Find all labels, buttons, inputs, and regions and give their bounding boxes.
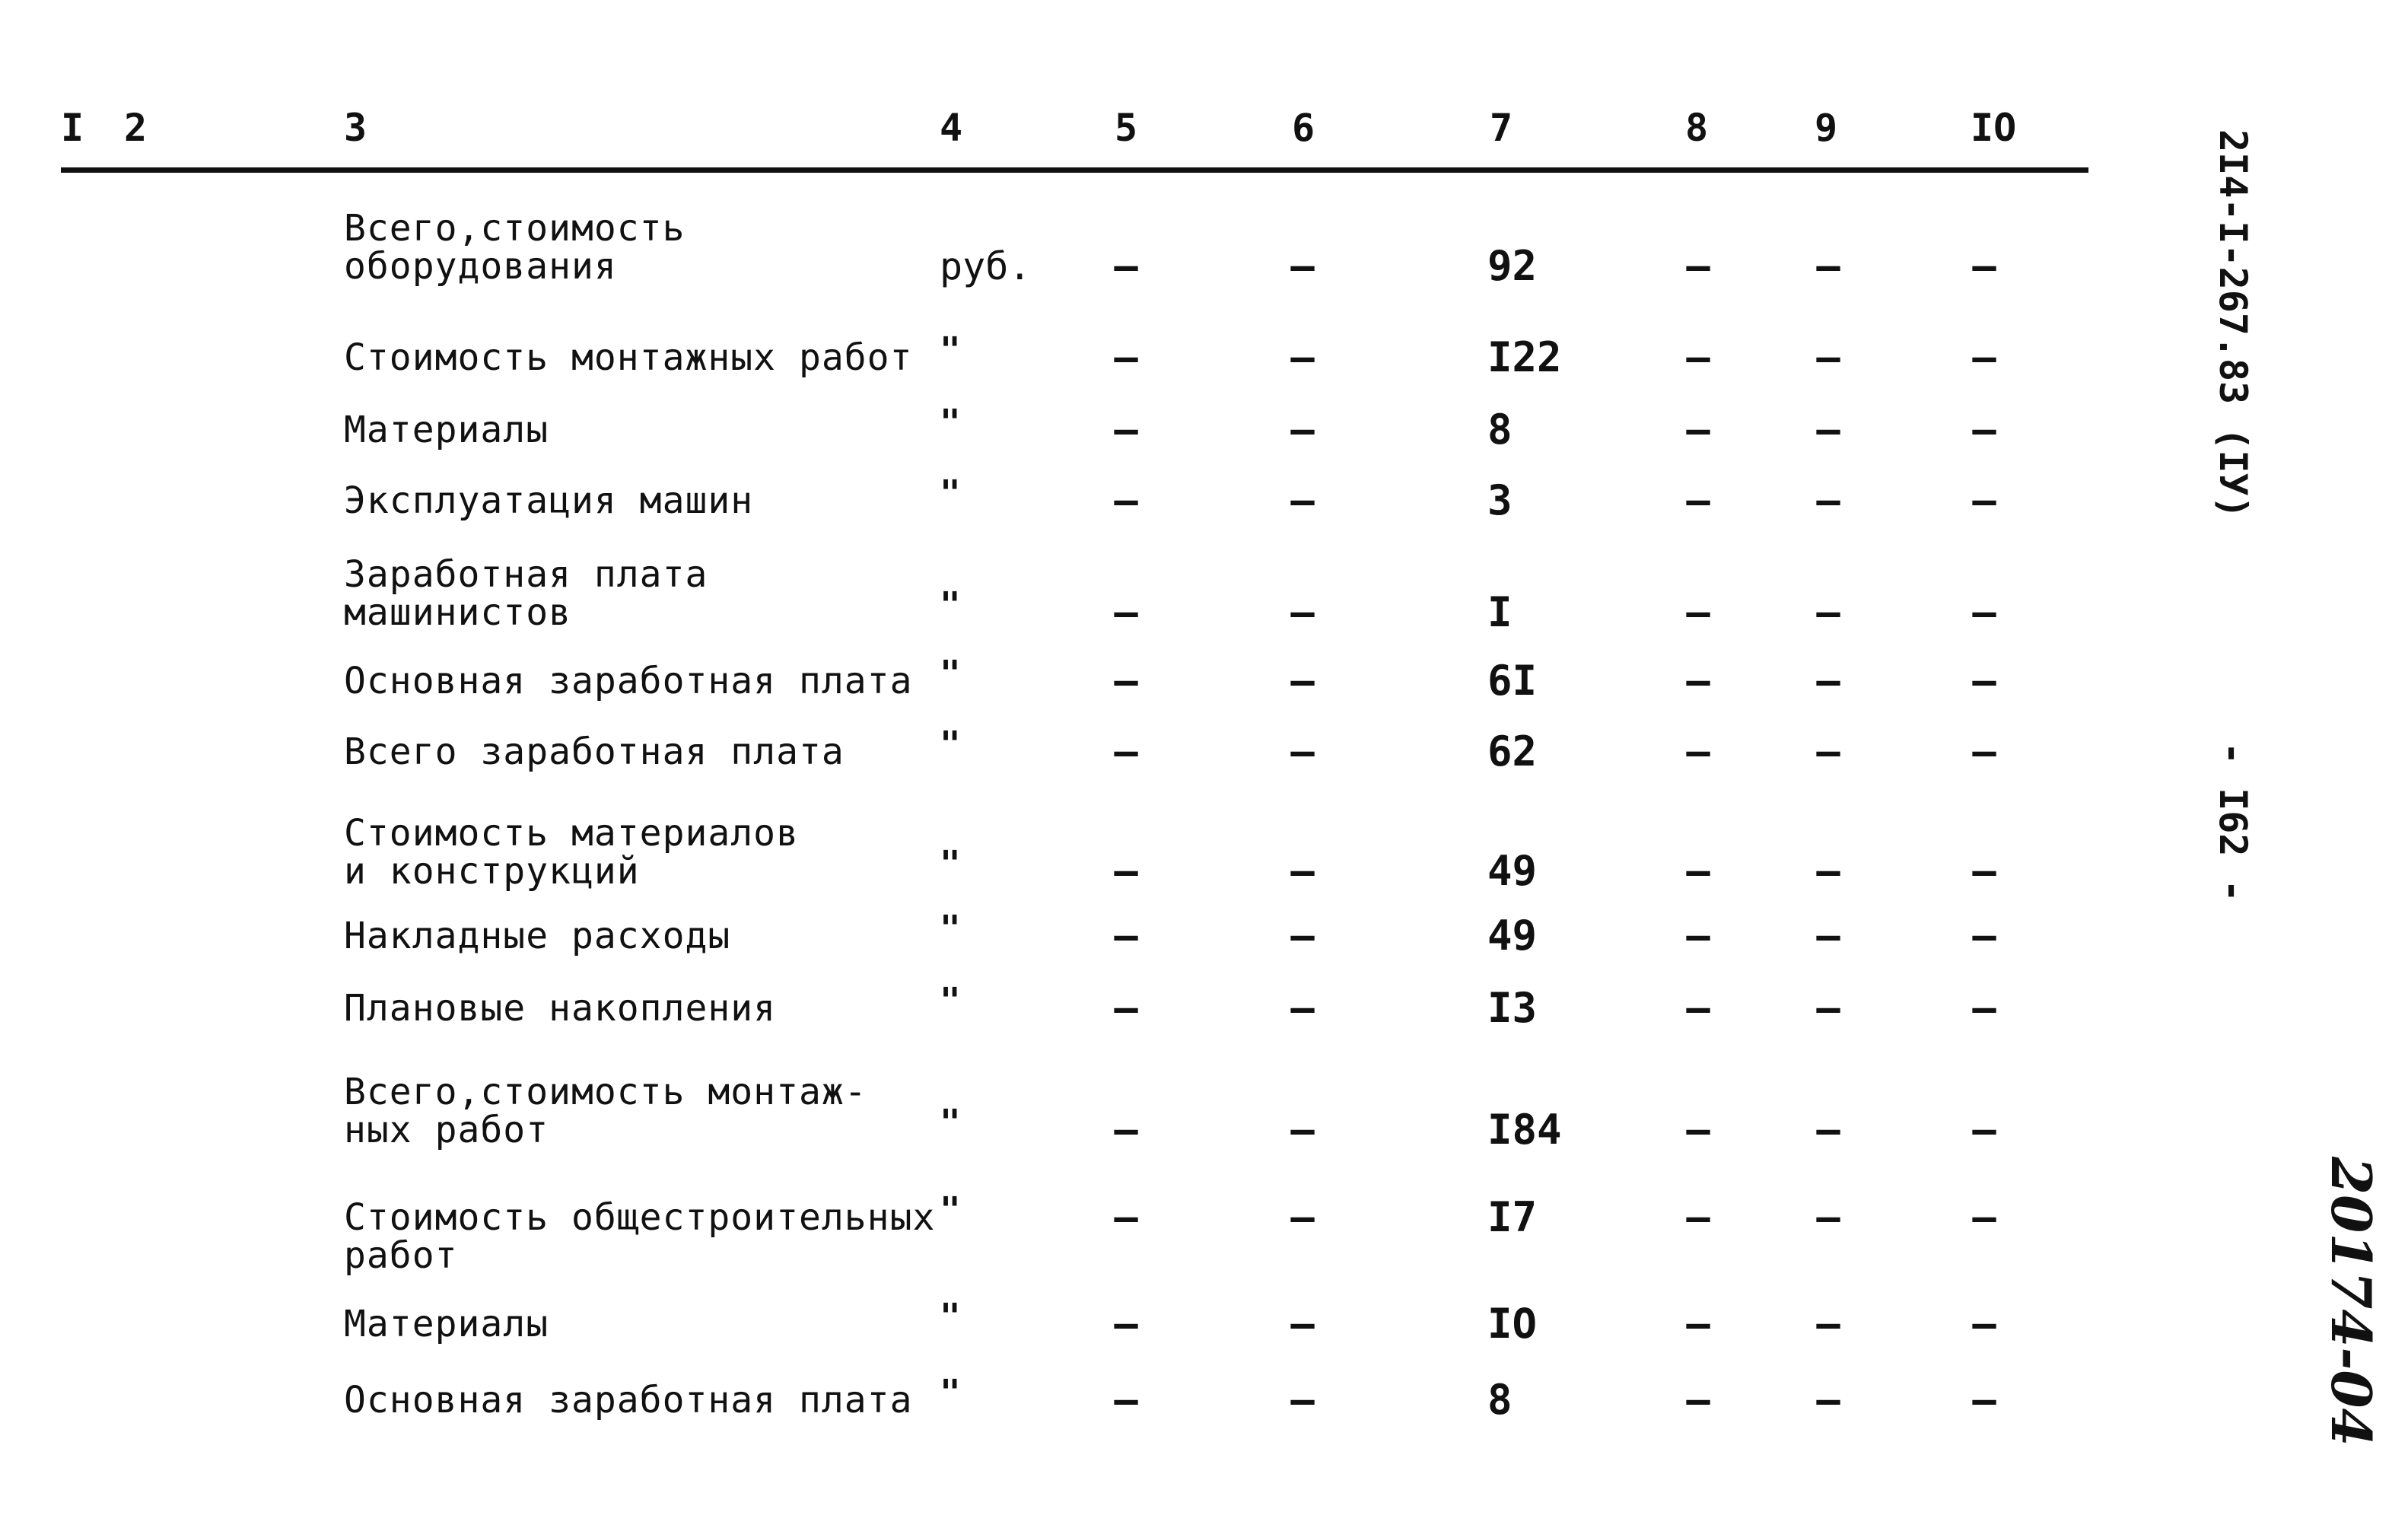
document-code: 2I4-I-267.83 (IУ) — [2211, 129, 2255, 519]
row-description: Заработная плата машинистов — [344, 553, 708, 634]
row-cell-col10: – — [1972, 590, 1996, 635]
row-cell-col8: – — [1686, 244, 1710, 289]
row-cell-col6: – — [1290, 913, 1315, 959]
row-cell-col9: – — [1816, 1195, 1840, 1240]
row-cell-col10: – — [1972, 1107, 1996, 1153]
row-value-col7: 3 — [1487, 476, 1513, 524]
row-cell-col9: – — [1816, 658, 1840, 704]
handwritten-stamp: 20174-04 — [2319, 1157, 2384, 1447]
row-cell-col9: – — [1816, 985, 1840, 1031]
column-header-1: I — [61, 106, 84, 150]
row-unit: " — [940, 584, 961, 626]
column-header-10: IO — [1971, 106, 2017, 150]
row-cell-col6: – — [1290, 244, 1315, 289]
row-cell-col9: – — [1816, 478, 1840, 524]
row-cell-col8: – — [1686, 1301, 1710, 1347]
row-value-col7: 6I — [1487, 657, 1538, 705]
row-cell-col6: – — [1290, 1107, 1315, 1153]
row-description: Стоимость общестроительных работ — [344, 1196, 936, 1277]
row-value-col7: I22 — [1487, 333, 1562, 381]
column-header-3: 3 — [344, 106, 367, 150]
row-cell-col8: – — [1686, 1107, 1710, 1153]
row-value-col7: I3 — [1487, 984, 1538, 1032]
row-cell-col6: – — [1290, 1301, 1315, 1347]
row-cell-col5: – — [1114, 848, 1138, 894]
row-cell-col8: – — [1686, 590, 1710, 635]
row-unit: " — [940, 843, 961, 884]
row-cell-col8: – — [1686, 335, 1710, 380]
column-header-8: 8 — [1685, 106, 1709, 150]
row-cell-col10: – — [1972, 729, 1996, 775]
column-header-7: 7 — [1490, 106, 1513, 150]
row-description: Стоимость материалов и конструкций — [344, 812, 799, 893]
row-description: Плановые накопления — [344, 987, 777, 1030]
row-cell-col8: – — [1686, 1377, 1710, 1423]
row-unit: " — [940, 402, 961, 443]
row-description: Основная заработная плата — [344, 1379, 913, 1421]
row-cell-col6: – — [1290, 1195, 1315, 1240]
row-value-col7: 8 — [1487, 406, 1513, 454]
row-value-col7: 8 — [1487, 1376, 1513, 1424]
row-unit: " — [940, 1189, 961, 1230]
column-header-2: 2 — [124, 106, 148, 150]
row-cell-col6: – — [1290, 1377, 1315, 1423]
row-description: Материалы — [344, 1303, 549, 1345]
row-cell-col9: – — [1816, 1377, 1840, 1423]
row-unit: " — [940, 1372, 961, 1413]
row-cell-col8: – — [1686, 729, 1710, 775]
row-unit: " — [940, 1102, 961, 1143]
row-unit: " — [940, 980, 961, 1021]
row-description: Всего,стоимость обоpудования — [344, 207, 686, 288]
row-cell-col9: – — [1816, 1301, 1840, 1347]
row-cell-col8: – — [1686, 658, 1710, 704]
row-unit: " — [940, 329, 961, 371]
row-description: Материалы — [344, 409, 549, 451]
row-cell-col5: – — [1114, 244, 1138, 289]
row-cell-col5: – — [1114, 658, 1138, 704]
row-cell-col10: – — [1972, 985, 1996, 1031]
row-cell-col10: – — [1972, 1377, 1996, 1423]
row-value-col7: I7 — [1487, 1193, 1538, 1241]
row-cell-col6: – — [1290, 729, 1315, 775]
row-cell-col6: – — [1290, 478, 1315, 524]
row-cell-col10: – — [1972, 335, 1996, 380]
row-cell-col9: – — [1816, 335, 1840, 380]
row-cell-col6: – — [1290, 335, 1315, 380]
row-description: Накладные расходы — [344, 915, 731, 957]
row-cell-col8: – — [1686, 407, 1710, 453]
row-cell-col10: – — [1972, 1301, 1996, 1347]
row-cell-col5: – — [1114, 590, 1138, 635]
row-cell-col5: – — [1114, 729, 1138, 775]
row-cell-col5: – — [1114, 913, 1138, 959]
row-cell-col5: – — [1114, 335, 1138, 380]
row-cell-col5: – — [1114, 478, 1138, 524]
row-description: Всего,стоимость монтаж- ных работ — [344, 1071, 867, 1151]
row-value-col7: I — [1487, 588, 1513, 636]
row-cell-col8: – — [1686, 913, 1710, 959]
row-value-col7: 49 — [1487, 847, 1538, 895]
row-cell-col10: – — [1972, 407, 1996, 453]
row-value-col7: IO — [1487, 1300, 1538, 1348]
row-cell-col5: – — [1114, 1377, 1138, 1423]
column-header-9: 9 — [1815, 106, 1838, 150]
row-unit: " — [940, 473, 961, 514]
row-cell-col6: – — [1290, 848, 1315, 894]
row-value-col7: I84 — [1487, 1106, 1562, 1154]
row-cell-col5: – — [1114, 407, 1138, 453]
column-header-4: 4 — [940, 106, 963, 150]
row-unit: " — [940, 1296, 961, 1337]
row-cell-col5: – — [1114, 1107, 1138, 1153]
row-value-col7: 62 — [1487, 727, 1538, 775]
row-cell-col9: – — [1816, 729, 1840, 775]
row-cell-col10: – — [1972, 244, 1996, 289]
row-cell-col8: – — [1686, 478, 1710, 524]
row-cell-col6: – — [1290, 590, 1315, 635]
row-cell-col9: – — [1816, 848, 1840, 894]
row-value-col7: 92 — [1487, 242, 1538, 290]
row-cell-col5: – — [1114, 985, 1138, 1031]
row-cell-col8: – — [1686, 1195, 1710, 1240]
row-unit: " — [940, 653, 961, 694]
row-cell-col5: – — [1114, 1301, 1138, 1347]
row-cell-col10: – — [1972, 913, 1996, 959]
column-header-5: 5 — [1115, 106, 1138, 150]
row-cell-col6: – — [1290, 985, 1315, 1031]
row-cell-col5: – — [1114, 1195, 1138, 1240]
row-cell-col9: – — [1816, 913, 1840, 959]
row-cell-col8: – — [1686, 985, 1710, 1031]
row-description: Эксплуатация машин — [344, 479, 754, 522]
row-cell-col10: – — [1972, 478, 1996, 524]
header-divider — [61, 167, 2088, 173]
row-cell-col10: – — [1972, 658, 1996, 704]
row-cell-col6: – — [1290, 407, 1315, 453]
row-unit: " — [940, 908, 961, 949]
row-description: Всего заработная плата — [344, 731, 845, 773]
row-cell-col9: – — [1816, 1107, 1840, 1153]
row-description: Основная заработная плата — [344, 660, 913, 702]
row-unit: руб. — [940, 244, 1032, 288]
page-number: - I62 - — [2211, 742, 2255, 902]
row-description: Стоимость монтажных работ — [344, 336, 913, 379]
row-unit: " — [940, 724, 961, 765]
row-cell-col9: – — [1816, 244, 1840, 289]
row-cell-col10: – — [1972, 848, 1996, 894]
row-cell-col9: – — [1816, 407, 1840, 453]
row-cell-col8: – — [1686, 848, 1710, 894]
row-cell-col6: – — [1290, 658, 1315, 704]
row-cell-col10: – — [1972, 1195, 1996, 1240]
row-cell-col9: – — [1816, 590, 1840, 635]
row-value-col7: 49 — [1487, 912, 1538, 960]
column-header-6: 6 — [1292, 106, 1315, 150]
